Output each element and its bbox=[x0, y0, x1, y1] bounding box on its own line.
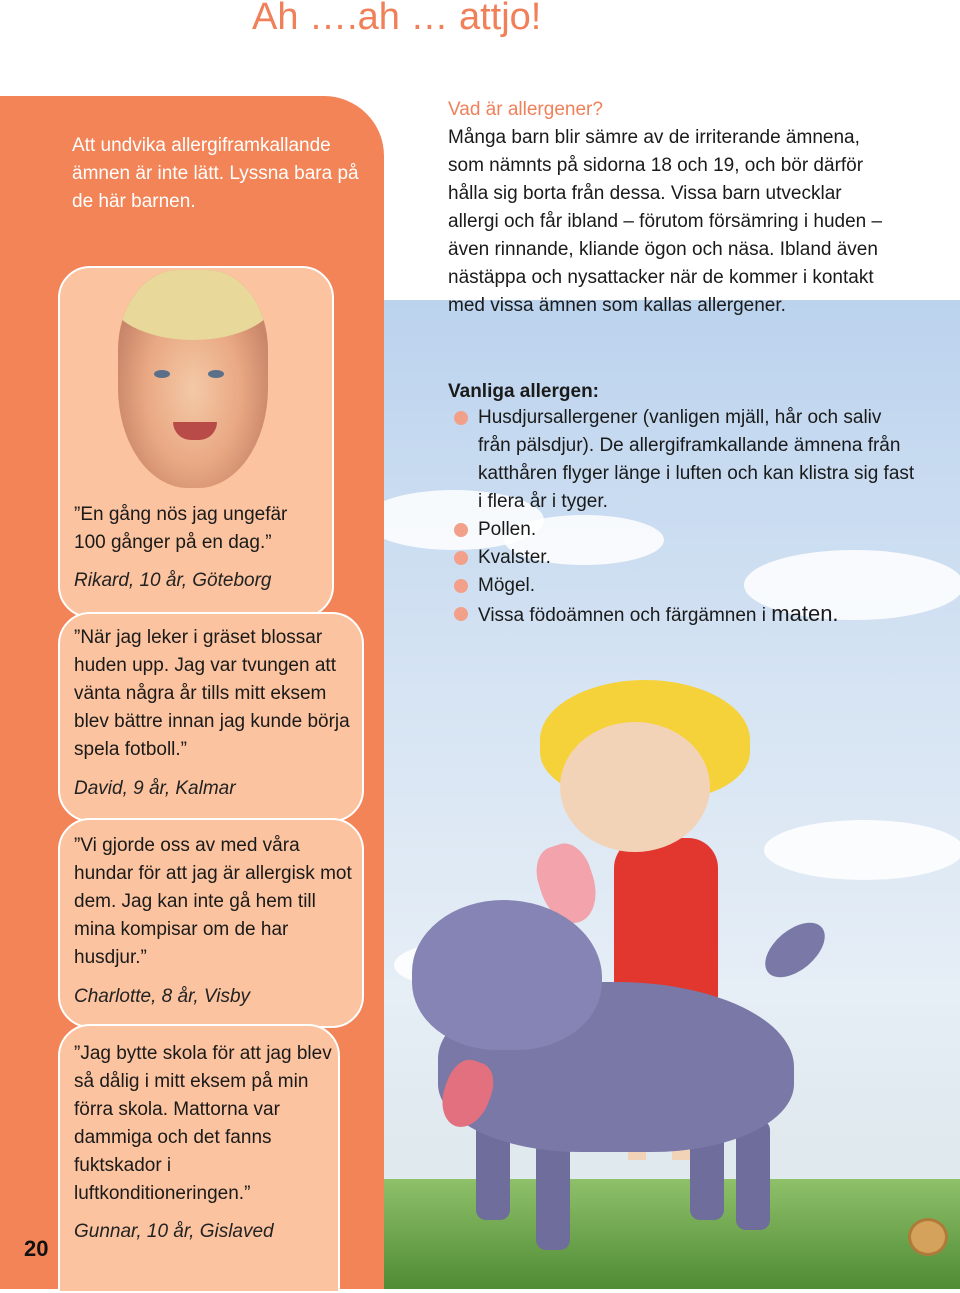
testimonial-quote: ”När jag leker i gräset blossar huden upp. Jag var tvungen att vänta några år tills mitt eksem blev bättre innan jag kunde börja spela fotboll.” bbox=[74, 627, 350, 760]
bullet-icon bbox=[454, 607, 468, 621]
testimonial-author: Gunnar, 10 år, Gislaved bbox=[74, 1221, 274, 1242]
testimonial-quote: ”Vi gjorde oss av med våra hundar för att jag är allergisk mot dem. Jag kan inte gå hem till mina kompisar om de har husdjur.” bbox=[74, 835, 352, 968]
snail-icon bbox=[908, 1218, 948, 1256]
bullet-icon bbox=[454, 551, 468, 565]
dog-head bbox=[412, 900, 602, 1050]
list-item: Pollen. bbox=[448, 516, 918, 544]
list-item: Vissa födoämnen och färgämnen i maten. bbox=[448, 600, 918, 630]
intro-text: Att undvika allergiframkallande ämnen är inte lätt. Lyssna bara på de här barnen. bbox=[72, 135, 359, 212]
page-title: Ah ….ah … attjo! bbox=[252, 0, 542, 38]
list-item: Mögel. bbox=[448, 572, 918, 600]
cloud bbox=[764, 820, 960, 880]
grass bbox=[384, 1179, 960, 1289]
allergen-heading: Vanliga allergen: bbox=[448, 381, 599, 402]
testimonial-author: Charlotte, 8 år, Visby bbox=[74, 986, 251, 1007]
dog-leg bbox=[536, 1140, 570, 1250]
question-heading: Vad är allergener? bbox=[448, 99, 603, 120]
girl-head bbox=[560, 722, 710, 852]
testimonial-quote: ”En gång nös jag ungefär 100 gånger på en dag.” bbox=[74, 504, 288, 553]
testimonial-author: David, 9 år, Kalmar bbox=[74, 778, 236, 799]
bullet-icon bbox=[454, 411, 468, 425]
list-item: Kvalster. bbox=[448, 544, 918, 572]
bullet-icon bbox=[454, 579, 468, 593]
question-body: Många barn blir sämre av de irriterande ämnena, som nämnts på sidorna 18 och 19, och bör därför hålla sig borta från dessa. Vissa barn utvecklar allergi och får ibland – förutom försämring i huden – även rinnande, kliande ögon och näsa. Ibland även nästäppa och nysattacker när de kommer i kontakt med vissa ämnen som kallas allergener. bbox=[448, 127, 883, 316]
boy-photo bbox=[118, 270, 268, 488]
testimonial-quote: ”Jag bytte skola för att jag blev så dålig i mitt eksem på min förra skola. Mattorna var dammiga och det fanns fuktskador i luftkonditioneringen.” bbox=[74, 1043, 332, 1204]
emphasized-word: maten. bbox=[771, 601, 839, 626]
bullet-icon bbox=[454, 523, 468, 537]
testimonial-author: Rikard, 10 år, Göteborg bbox=[74, 570, 272, 591]
allergen-list bbox=[448, 404, 918, 630]
page-number: 20 bbox=[24, 1236, 49, 1261]
list-item: Husdjursallergener (vanligen mjäll, hår och saliv från pälsdjur). De allergiframkallande ämnena från katthåren flyger länge i luften och kan klistra sig fast i flera år i tyger. bbox=[448, 404, 918, 516]
girl-dress bbox=[614, 838, 718, 1006]
